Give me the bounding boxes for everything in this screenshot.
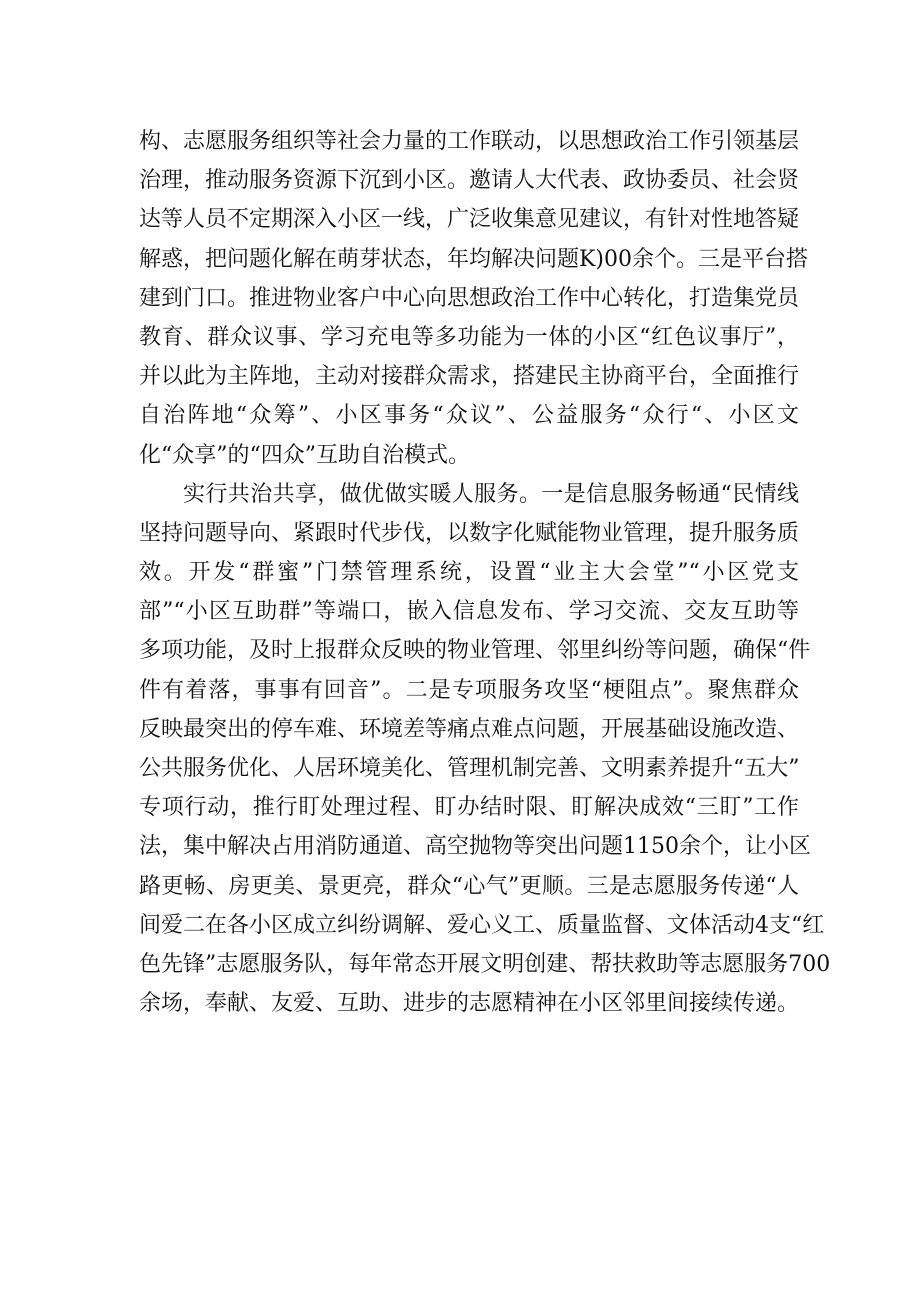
- text-line: 色先锋”志愿服务队，每年常态开展文明创建、帮扶救助等志愿服务700: [139, 951, 831, 977]
- text-line: 构、志愿服务组织等社会力量的工作联动，以思想政治工作引领基层: [139, 129, 800, 154]
- text-line: 间爱二在各小区成立纠纷调解、爱心义工、质量监督、文体活动4支“红: [139, 912, 825, 938]
- text-line: 法，集中解决占用消防通道、高空抛物等突出问题1150余个，让小区: [139, 834, 811, 860]
- text-line: 并以此为主阵地，主动对接群众需求，搭建民主协商平台，全面推行: [139, 364, 800, 390]
- text-line: 达等人员不定期深入小区一线，广泛收集意见建议，有针对性地答疑: [139, 207, 800, 233]
- text-line: 坚持问题导向、紧跟时代步伐，以数字化赋能物业管理，提升服务质: [139, 520, 800, 546]
- text-line: 余场，奉献、友爱、互助、进步的志愿精神在小区邻里间接续传递。: [139, 991, 800, 1017]
- text-line: 自治阵地“众筹”、小区事务“众议”、公益服务“众行“、小区文: [139, 403, 799, 429]
- text-line: 反映最突出的停车难、环境差等痛点难点问题，开展基础设施改造、: [139, 716, 800, 742]
- text-line: 效。开发“群蜜”门禁管理系统，设置“业主大会堂”“小区党支: [139, 560, 799, 586]
- paragraph-2: [139, 475, 831, 1024]
- text-line: 实行共治共享，做优做实暖人服务。一是信息服务畅通“民情线: [183, 481, 799, 507]
- paragraph-1: [139, 122, 809, 475]
- text-line: 件有着落，事事有回音”。二是专项服务攻坚“梗阻点”。聚焦群众: [139, 677, 799, 703]
- text-line: 部”“小区互助群”等端口，嵌入信息发布、学习交流、交友互助等: [139, 599, 799, 625]
- body-text: [139, 122, 831, 1023]
- text-line: 公共服务优化、人居环境美化、管理机制完善、文明素养提升“五大”: [139, 756, 800, 781]
- text-line: 专项行动，推行盯处理过程、盯办结时限、盯解决成效“三盯”工作: [139, 795, 799, 821]
- text-line: 多项功能，及时上报群众反映的物业管理、邻里纠纷等问题，确保“件: [139, 638, 811, 664]
- text-line: 化“众享”的“四众”互助自治模式。: [139, 442, 470, 468]
- text-line: 建到门口。推进物业客户中心向思想政治工作中心转化，打造集党员: [139, 285, 800, 311]
- text-line: 路更畅、房更美、景更亮，群众“心气”更顺。三是志愿服务传递“人: [139, 873, 799, 899]
- text-line: 治理，推动服务资源下沉到小区。邀请人大代表、政协委员、社会贤: [139, 168, 800, 194]
- text-line: 教育、群众议事、学习充电等多功能为一体的小区“红色议事厅”，: [139, 324, 799, 350]
- text-line: 解惑，把问题化解在萌芽状态，年均解决问题K)00余个。三是平台搭: [139, 246, 809, 272]
